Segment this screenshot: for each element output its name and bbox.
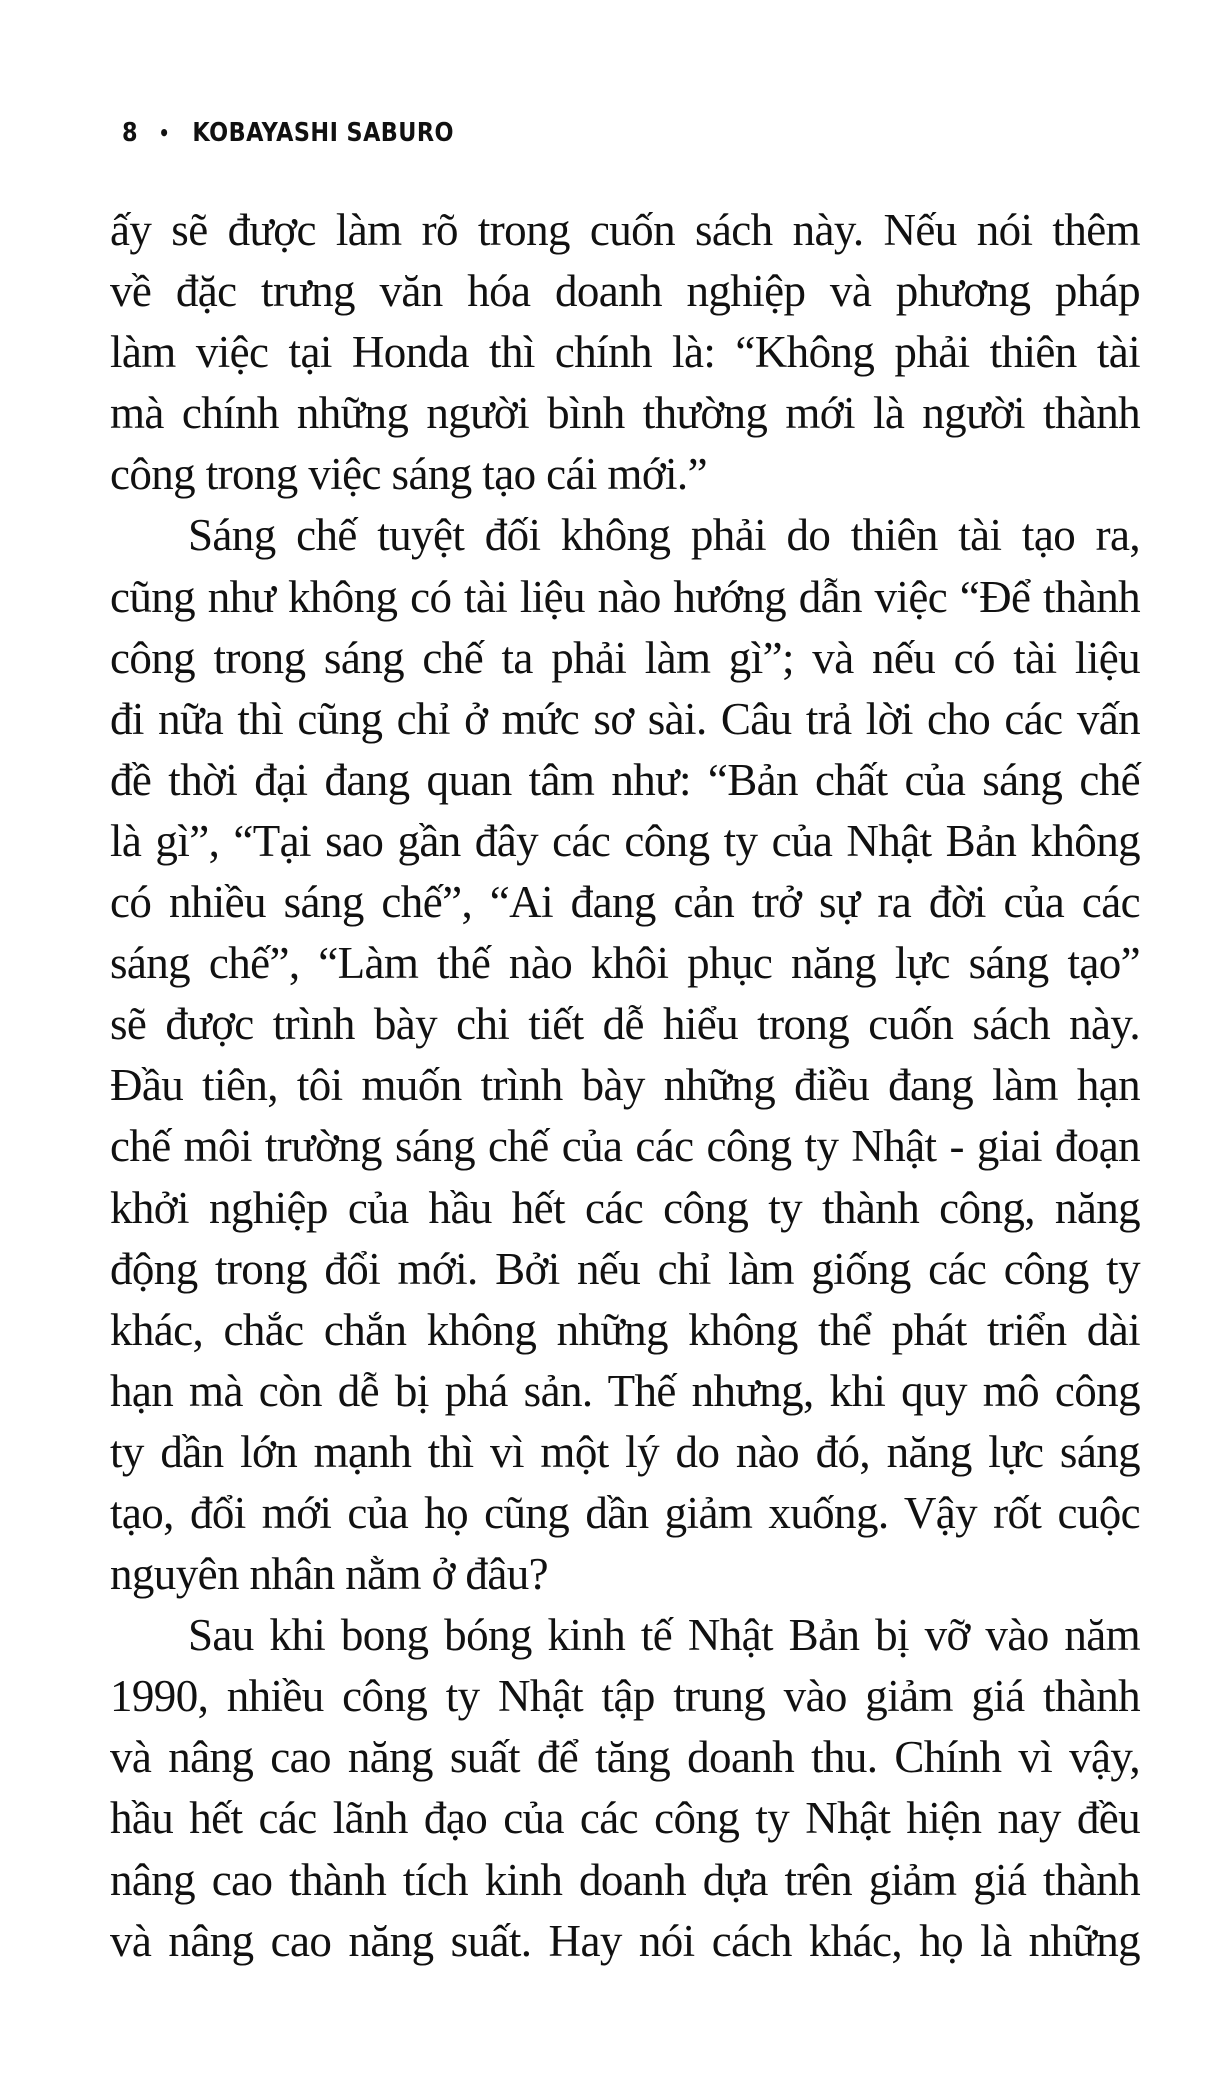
page-number: 8	[122, 118, 138, 148]
bullet-separator-icon: •	[158, 121, 171, 145]
text-line: hạn mà còn dễ bị phá sản. Thế nhưng, khi quy mô công	[110, 1365, 1140, 1416]
text-line: là gì”, “Tại sao gần đây các công ty của Nhật Bản không	[110, 815, 1140, 866]
text-line: khởi nghiệp của hầu hết các công ty thành công, năng	[110, 1182, 1140, 1233]
text-line: và nâng cao năng suất. Hay nói cách khác, họ là những	[110, 1915, 1140, 1966]
text-line: hầu hết các lãnh đạo của các công ty Nhật hiện nay đều	[110, 1793, 1140, 1844]
text-line: và nâng cao năng suất để tăng doanh thu. Chính vì vậy,	[110, 1732, 1140, 1783]
text-line: công trong sáng chế ta phải làm gì”; và nếu có tài liệu	[110, 632, 1140, 683]
text-line: đi nữa thì cũng chỉ ở mức sơ sài. Câu trả lời cho các vấn	[110, 693, 1140, 744]
text-line: chế môi trường sáng chế của các công ty Nhật - giai đoạn	[110, 1121, 1140, 1172]
text-line: Sáng chế tuyệt đối không phải do thiên tài tạo ra,	[188, 510, 1140, 561]
text-line: ty dần lớn mạnh thì vì một lý do nào đó, năng lực sáng	[110, 1426, 1140, 1477]
text-line: 1990, nhiều công ty Nhật tập trung vào giảm giá thành	[110, 1671, 1140, 1722]
text-line: có nhiều sáng chế”, “Ai đang cản trở sự ra đời của các	[110, 877, 1140, 928]
text-line: Sau khi bong bóng kinh tế Nhật Bản bị vỡ vào năm	[188, 1610, 1140, 1661]
text-line: tạo, đổi mới của họ cũng dần giảm xuống. Vậy rốt cuộc	[110, 1487, 1140, 1538]
text-line: nâng cao thành tích kinh doanh dựa trên giảm giá thành	[110, 1854, 1140, 1905]
text-line: công trong việc sáng tạo cái mới.”	[110, 449, 707, 500]
text-line: sẽ được trình bày chi tiết dễ hiểu trong cuốn sách này.	[110, 999, 1140, 1050]
running-header	[122, 118, 454, 148]
text-line: đề thời đại đang quan tâm như: “Bản chất của sáng chế	[110, 754, 1140, 805]
text-line: động trong đổi mới. Bởi nếu chỉ làm giống các công ty	[110, 1243, 1140, 1294]
text-line: làm việc tại Honda thì chính là: “Không phải thiên tài	[110, 327, 1140, 378]
text-line: ấy sẽ được làm rõ trong cuốn sách này. Nếu nói thêm	[110, 205, 1140, 255]
body-text	[110, 200, 1140, 1972]
text-line: khác, chắc chắn không những không thể phát triển dài	[110, 1304, 1140, 1355]
text-line: cũng như không có tài liệu nào hướng dẫn việc “Để thành	[110, 571, 1140, 622]
text-line: sáng chế”, “Làm thế nào khôi phục năng lực sáng tạo”	[110, 938, 1140, 989]
text-line: mà chính những người bình thường mới là người thành	[110, 388, 1140, 439]
author-name: KOBAYASHI SABURO	[192, 118, 454, 148]
text-line: về đặc trưng văn hóa doanh nghiệp và phương pháp	[110, 266, 1140, 317]
text-line: Đầu tiên, tôi muốn trình bày những điều đang làm hạn	[110, 1060, 1140, 1111]
text-line: nguyên nhân nằm ở đâu?	[110, 1549, 548, 1600]
